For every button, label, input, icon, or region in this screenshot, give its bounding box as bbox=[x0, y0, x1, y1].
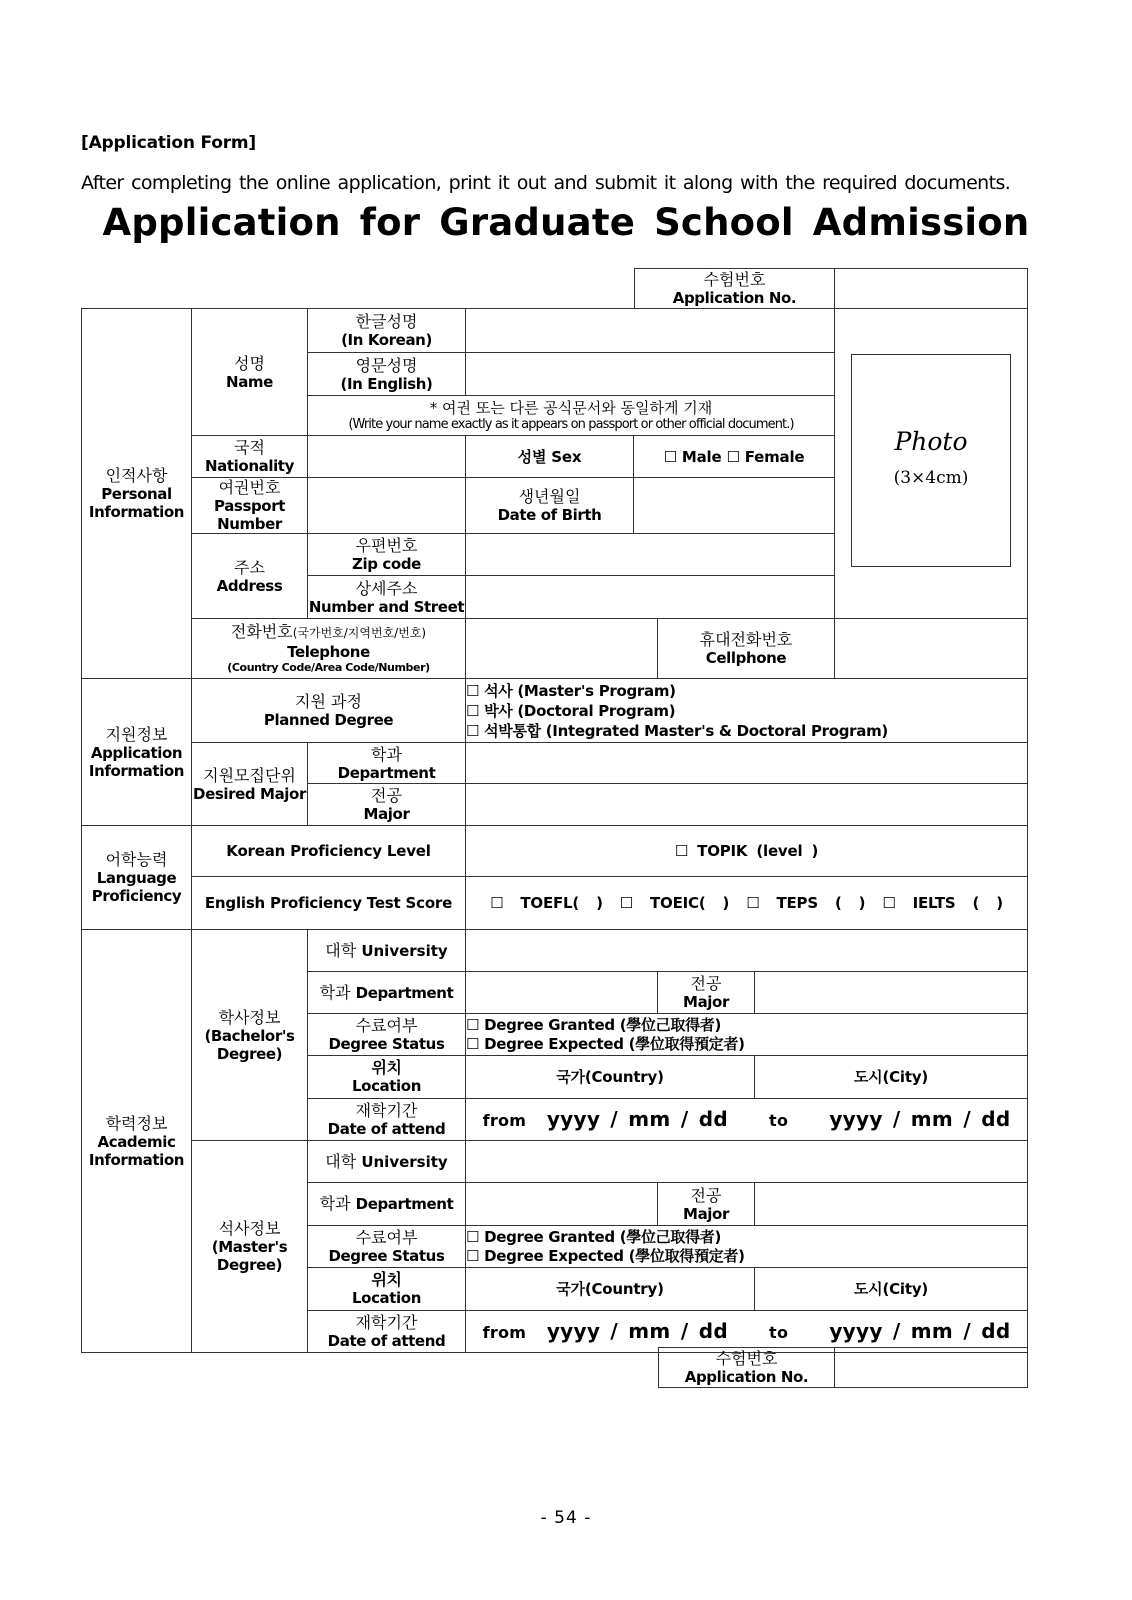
dob-label: 생년월일 Date of Birth bbox=[466, 478, 634, 534]
language-section-label: 어학능력 Language Proficiency bbox=[82, 826, 192, 930]
department-field[interactable] bbox=[466, 743, 1028, 784]
master-department-field[interactable] bbox=[466, 1183, 658, 1226]
sex-label: 성별 Sex bbox=[466, 436, 634, 478]
korean-level-label: Korean Proficiency Level bbox=[192, 826, 466, 877]
photo-box[interactable] bbox=[851, 354, 1011, 567]
master-status-options[interactable]: ☐ Degree Granted (學位己取得者) ☐ Degree Expected (學位取得預定者) bbox=[466, 1226, 1028, 1268]
korean-level-options[interactable]: ☐ TOPIK (level ) bbox=[466, 826, 1028, 877]
planned-degree-options[interactable]: ☐ 석사 (Master's Program) ☐ 박사 (Doctoral Program) ☐ 석박통합 (Integrated Master's & Doctoral Program) bbox=[466, 679, 1028, 743]
passport-field[interactable] bbox=[308, 478, 466, 534]
dob-field[interactable] bbox=[634, 478, 835, 534]
bottom-application-no-field[interactable] bbox=[835, 1348, 1028, 1388]
page-number: - 54 - bbox=[540, 1508, 592, 1528]
master-university-label: 대학 University bbox=[308, 1141, 466, 1183]
bachelor-university-label: 대학 University bbox=[308, 930, 466, 972]
english-score-options[interactable]: ☐ TOEFL( ) ☐ TOEIC( ) ☐ TEPS ( ) ☐ IELTS ( ) bbox=[466, 877, 1028, 930]
sex-options[interactable]: ☐ Male ☐ Female bbox=[634, 436, 835, 478]
korean-name-field[interactable] bbox=[466, 309, 835, 353]
academic-section-label: 학력정보 Academic Information bbox=[82, 930, 192, 1353]
personal-section-label: 인적사항 Personal Information bbox=[82, 309, 192, 679]
english-name-label: 영문성명 (In English) bbox=[308, 353, 466, 396]
street-label: 상세주소 Number and Street bbox=[308, 576, 466, 619]
bachelor-period-field[interactable]: from yyyy / mm / dd to yyyy / mm / dd bbox=[466, 1099, 1028, 1141]
department-label: 학과 Department bbox=[308, 743, 466, 784]
bachelor-city-field[interactable]: 도시(City) bbox=[755, 1056, 1028, 1099]
address-label: 주소 Address bbox=[192, 534, 308, 619]
desired-major-label: 지원모집단위 Desired Major bbox=[192, 743, 308, 826]
master-status-label: 수료여부 Degree Status bbox=[308, 1226, 466, 1268]
korean-name-label: 한글성명 (In Korean) bbox=[308, 309, 466, 353]
photo-label: Photo bbox=[894, 427, 968, 456]
master-department-label: 학과 Department bbox=[308, 1183, 466, 1226]
passport-label: 여권번호 Passport Number bbox=[192, 478, 308, 534]
application-no-label: 수험번호 Application No. bbox=[635, 269, 835, 309]
major-label: 전공 Major bbox=[308, 784, 466, 826]
master-major-field[interactable] bbox=[755, 1183, 1028, 1226]
english-name-field[interactable] bbox=[466, 353, 835, 396]
master-university-field[interactable] bbox=[466, 1141, 1028, 1183]
bachelor-status-label: 수료여부 Degree Status bbox=[308, 1014, 466, 1056]
master-label: 석사정보 (Master's Degree) bbox=[192, 1141, 308, 1353]
master-location-label: 위치 Location bbox=[308, 1268, 466, 1311]
application-no-field[interactable] bbox=[835, 269, 1028, 309]
major-field[interactable] bbox=[466, 784, 1028, 826]
zip-label: 우편번호 Zip code bbox=[308, 534, 466, 576]
bachelor-department-label: 학과 Department bbox=[308, 972, 466, 1014]
zip-field[interactable] bbox=[466, 534, 835, 576]
master-city-field[interactable]: 도시(City) bbox=[755, 1268, 1028, 1311]
bachelor-country-field[interactable]: 국가(Country) bbox=[466, 1056, 755, 1099]
form-header-label: [Application Form] bbox=[81, 133, 256, 153]
page-title: Application for Graduate School Admission bbox=[102, 201, 1030, 244]
bottom-application-no-label: 수험번호 Application No. bbox=[659, 1348, 835, 1388]
cellphone-label: 휴대전화번호 Cellphone bbox=[658, 619, 835, 679]
master-period-label: 재학기간 Date of attend bbox=[308, 1311, 466, 1353]
street-field[interactable] bbox=[466, 576, 835, 619]
master-period-field[interactable]: from yyyy / mm / dd to yyyy / mm / dd bbox=[466, 1311, 1028, 1353]
top-application-no-table bbox=[634, 268, 1028, 309]
nationality-label: 국적 Nationality bbox=[192, 436, 308, 478]
master-country-field[interactable]: 국가(Country) bbox=[466, 1268, 755, 1311]
intro-text: After completing the online application, print it out and submit it along with the required documents. bbox=[81, 172, 1011, 194]
bachelor-department-field[interactable] bbox=[466, 972, 658, 1014]
application-section-label: 지원정보 Application Information bbox=[82, 679, 192, 826]
photo-size: (3×4cm) bbox=[893, 468, 969, 488]
bachelor-period-label: 재학기간 Date of attend bbox=[308, 1099, 466, 1141]
bachelor-university-field[interactable] bbox=[466, 930, 1028, 972]
planned-degree-label: 지원 과정 Planned Degree bbox=[192, 679, 466, 743]
bachelor-status-options[interactable]: ☐ Degree Granted (學位己取得者) ☐ Degree Expected (學位取得預定者) bbox=[466, 1014, 1028, 1056]
cellphone-field[interactable] bbox=[835, 619, 1028, 679]
bottom-application-no-table bbox=[658, 1347, 1028, 1388]
name-note: * 여권 또는 다른 공식문서와 동일하게 기재 (Write your name exactly as it appears on passport or other official document.) bbox=[308, 396, 835, 436]
bachelor-label: 학사정보 (Bachelor's Degree) bbox=[192, 930, 308, 1141]
telephone-field[interactable] bbox=[466, 619, 658, 679]
bachelor-major-label: 전공 Major bbox=[658, 972, 755, 1014]
telephone-label: 전화번호(국가번호/지역번호/번호) Telephone (Country Code/Area Code/Number) bbox=[192, 619, 466, 679]
bachelor-major-field[interactable] bbox=[755, 972, 1028, 1014]
nationality-field[interactable] bbox=[308, 436, 466, 478]
master-major-label: 전공 Major bbox=[658, 1183, 755, 1226]
bachelor-location-label: 위치 Location bbox=[308, 1056, 466, 1099]
english-score-label: English Proficiency Test Score bbox=[192, 877, 466, 930]
name-label: 성명 Name bbox=[192, 309, 308, 436]
